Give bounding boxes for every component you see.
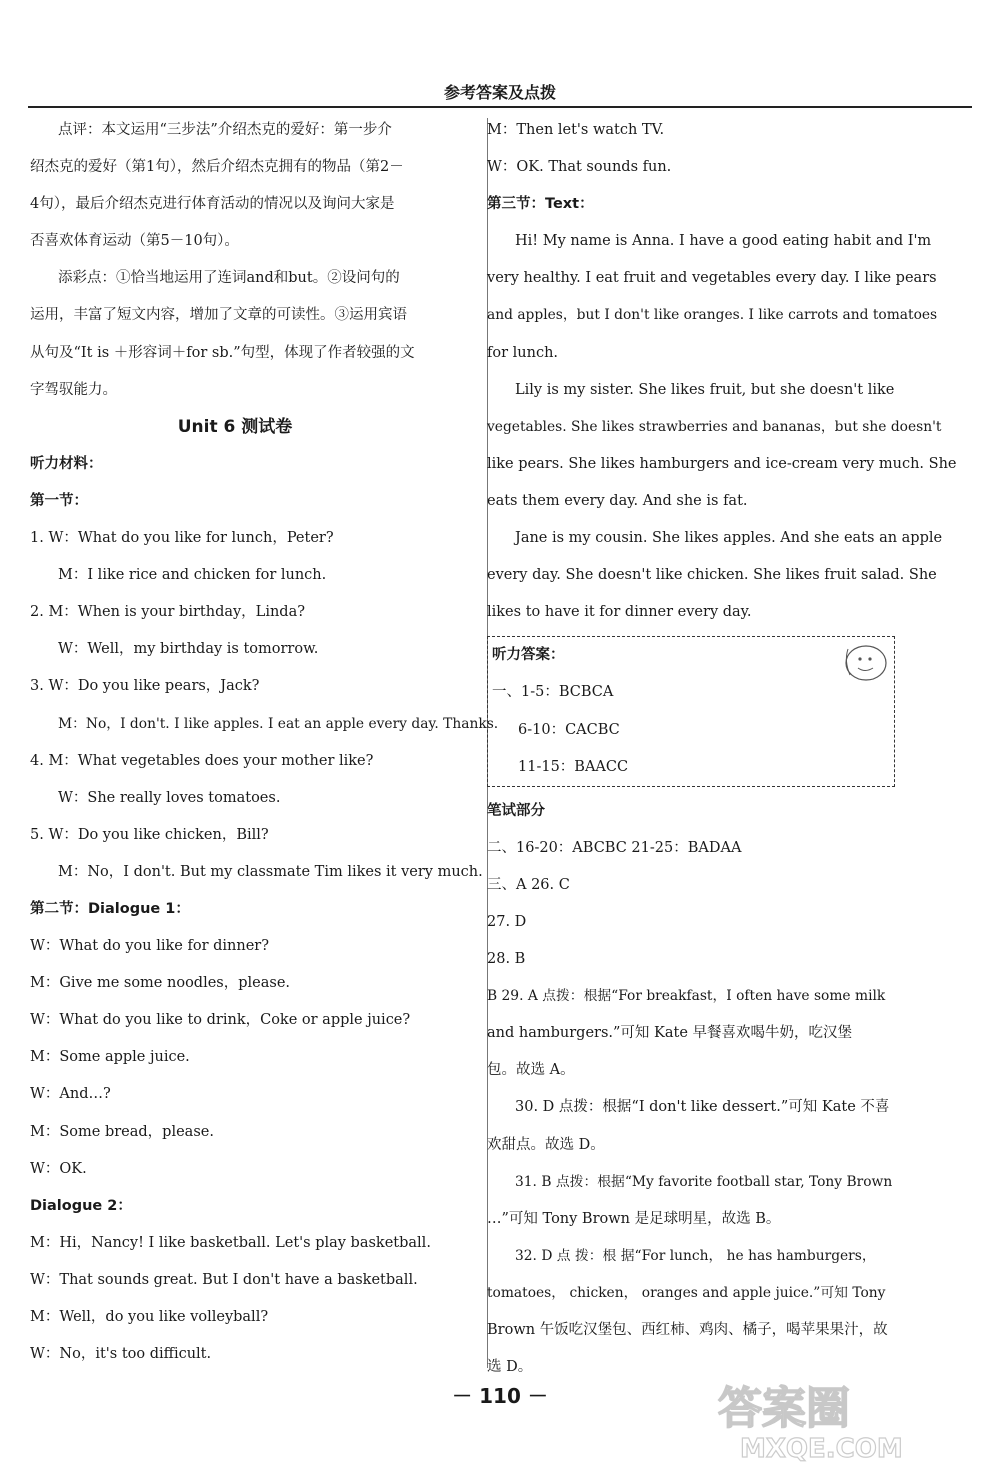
- dialog-line: 2. M：When is your birthday，Linda?: [30, 604, 305, 621]
- svg-text:答案圈: 答案圈: [718, 1383, 850, 1434]
- dialogue1-line: W：OK.: [30, 1160, 87, 1177]
- dialog-line: W：She really loves tomatoes.: [58, 789, 281, 806]
- explanation-line: and hamburgers.”可知 Kate 早餐喜欢喝牛奶，吃汉堡: [487, 1025, 853, 1042]
- text-line: every day. She doesn't like chicken. She likes fruit salad. She: [487, 567, 937, 584]
- dialog-line: M：No，I don't. But my classmate Tim likes it very much.: [58, 863, 483, 880]
- text-line: Hi! My name is Anna. I have a good eating habit and I'm: [515, 233, 932, 250]
- dialog-line: 4. M：What vegetables does your mother like?: [30, 752, 374, 769]
- text-line: Lily is my sister. She likes fruit, but she doesn't like: [515, 381, 895, 398]
- dialogue2-line: M：Well，do you like volleyball?: [30, 1309, 269, 1325]
- listening-answer-line: 11-15：BAACC: [518, 758, 629, 775]
- explanation-line: 包。故选 A。: [487, 1062, 575, 1079]
- dialogue1-line: M：Give me some noodles，please.: [30, 975, 291, 992]
- answer-line: 28. B: [487, 951, 526, 968]
- written-section-heading: 笔试部分: [487, 802, 545, 819]
- highlight-line: 从句及“It is ＋形容词＋for sb.”句型，体现了作者较强的文: [30, 344, 415, 361]
- dialog-line: 5. W：Do you like chicken，Bill?: [30, 826, 269, 843]
- dialog-line: M：I like rice and chicken for lunch.: [58, 567, 327, 584]
- comment-line: 4句），最后介绍杰克进行体育活动的情况以及询问大家是: [30, 196, 395, 213]
- explanation-line: 欢甜点。故选 D。: [487, 1136, 605, 1153]
- text-line: and apples，but I don't like oranges. I like carrots and tomatoes: [487, 307, 938, 324]
- answer-line: 二、16-20：ABCBC 21-25：BADAA: [487, 839, 742, 856]
- answer-line: 27. D: [487, 913, 527, 930]
- comment-line: 点评：本文运用“三步法”介绍杰克的爱好：第一步介: [58, 122, 392, 138]
- comment-line: 否喜欢体育运动（第5－10句）。: [30, 233, 239, 250]
- explanation-line: B 29. A 点拨：根据“For breakfast，I often have some milk: [487, 988, 886, 1005]
- dialogue1-line: W：What do you like to drink，Coke or apple juice?: [30, 1012, 411, 1029]
- unit-title: Unit 6 测试卷: [177, 416, 293, 437]
- explanation-line: tomatoes， chicken， oranges and apple juice.”可知 Tony: [487, 1284, 886, 1301]
- header-rule: [28, 106, 972, 108]
- explanation-line: 32. D 点 拨：根 据“For lunch， he has hamburgers，: [515, 1247, 876, 1264]
- page-header-title: 参考答案及点拨: [443, 83, 556, 102]
- page-number: － 110 －: [452, 1384, 548, 1408]
- comment-line: 绍杰克的爱好（第1句），然后介绍杰克拥有的物品（第2－: [30, 159, 404, 176]
- left-column: [30, 112, 499, 1373]
- explanation-line: 31. B 点拨：根据“My favorite football star, Tony Brown: [515, 1173, 893, 1190]
- answer-line: 三、A 26. C: [487, 876, 570, 893]
- highlight-line: 字驾驭能力。: [30, 381, 117, 398]
- listening-answer-box: [487, 636, 895, 786]
- dialogue2-line: W：No，it's too difficult.: [30, 1346, 212, 1363]
- text-line: like pears. She likes hamburgers and ice-cream very much. She: [487, 455, 957, 472]
- dialogue2-line: M：Then let's watch TV.: [487, 122, 665, 138]
- dialog-line: 3. W：Do you like pears，Jack?: [30, 678, 260, 695]
- section-1-heading: 第一节：: [30, 492, 88, 509]
- text-line: likes to have it for dinner every day.: [487, 604, 752, 621]
- svg-text:MXQE.COM: MXQE.COM: [740, 1434, 903, 1464]
- doodle-icon: [838, 641, 890, 687]
- dialog-line: 1. W：What do you like for lunch，Peter?: [30, 530, 334, 547]
- dialogue1-line: W：And…?: [30, 1086, 111, 1103]
- section-3-heading: 第三节：Text：: [487, 196, 594, 213]
- text-line: very healthy. I eat fruit and vegetables every day. I like pears: [487, 270, 937, 287]
- right-column: [487, 112, 957, 1386]
- dialogue2-line: W：That sounds great. But I don't have a basketball.: [30, 1271, 418, 1288]
- dialogue2-heading: Dialogue 2：: [30, 1197, 132, 1214]
- explanation-line: …”可知 Tony Brown 是足球明星，故选 B。: [487, 1210, 781, 1227]
- watermark-logo: [688, 1371, 978, 1463]
- highlight-line: 添彩点：①恰当地运用了连词and和but。②设问句的: [58, 270, 400, 287]
- dialogue1-line: M：Some bread，please.: [30, 1123, 214, 1140]
- explanation-line: 30. D 点拨：根据“I don't like dessert.”可知 Kate 不喜: [515, 1099, 890, 1116]
- dialog-line: W：Well，my birthday is tomorrow.: [58, 641, 319, 658]
- text-line: Jane is my cousin. She likes apples. And she eats an apple: [515, 530, 943, 547]
- text-line: vegetables. She likes strawberries and bananas，but she doesn't: [487, 418, 942, 435]
- highlight-line: 运用，丰富了短文内容，增加了文章的可读性。③运用宾语: [30, 307, 407, 324]
- listening-answer-line: 6-10：CACBC: [518, 721, 620, 738]
- listening-answer-line: 一、1-5：BCBCA: [492, 684, 614, 701]
- explanation-line: 选 D。: [487, 1359, 533, 1376]
- text-line: for lunch.: [487, 344, 559, 361]
- dialogue2-line: M：Hi，Nancy! I like basketball. Let's play basketball.: [30, 1234, 431, 1251]
- dialog-line: M：No，I don't. I like apples. I eat an apple every day. Thanks.: [58, 715, 499, 732]
- dialogue2-line: W：OK. That sounds fun.: [487, 159, 672, 176]
- section-2-heading: 第二节：Dialogue 1：: [30, 900, 190, 917]
- explanation-line: Brown 午饭吃汉堡包、西红柿、鸡肉、橘子，喝苹果果汁，故: [487, 1322, 888, 1338]
- listening-heading: 听力材料：: [30, 455, 103, 472]
- dialogue1-line: M：Some apple juice.: [30, 1049, 190, 1066]
- listening-answer-heading: 听力答案：: [492, 647, 565, 664]
- dialogue1-line: W：What do you like for dinner?: [30, 938, 269, 955]
- text-line: eats them every day. And she is fat.: [487, 492, 748, 509]
